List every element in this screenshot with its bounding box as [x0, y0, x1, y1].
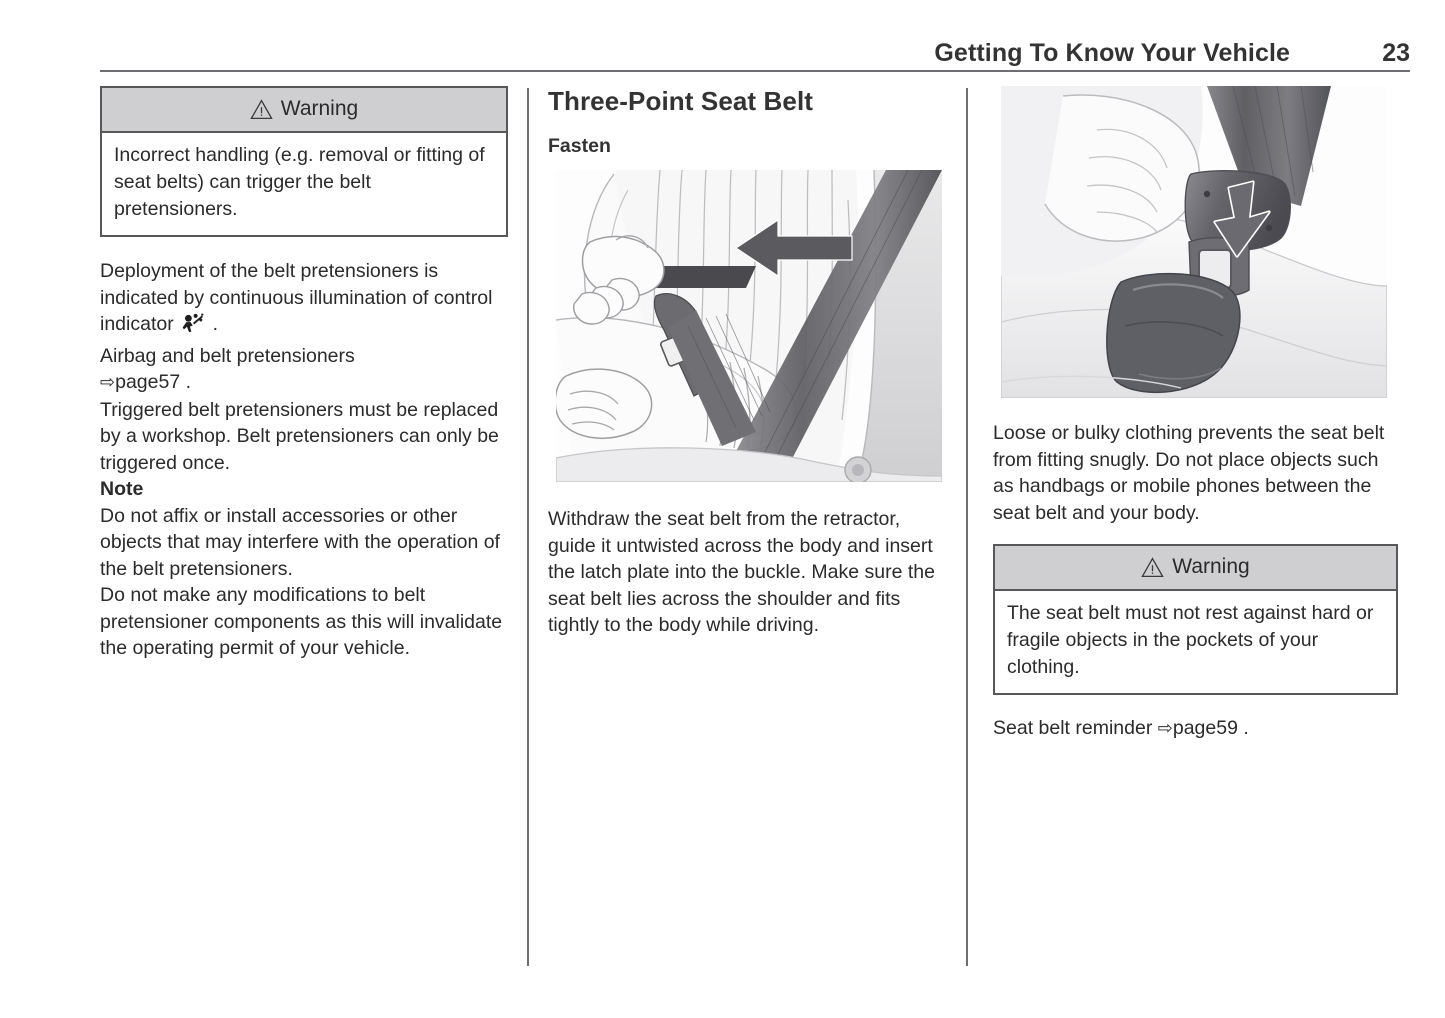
- cross-reference-page57-label: page57: [115, 371, 181, 393]
- right-column: [993, 86, 1398, 743]
- middle-column: [548, 86, 946, 639]
- left-column-body: [100, 258, 508, 662]
- cross-reference-arrow-icon-2: ⇨: [1157, 718, 1173, 739]
- warning-box-header-2: [995, 546, 1396, 591]
- warning-triangle-icon: [1141, 557, 1164, 578]
- airbag-pretensioners-label: Airbag and belt pretensioners: [100, 344, 355, 367]
- warning-triangle-icon: [250, 99, 273, 120]
- warning-box-body: [102, 133, 506, 235]
- cross-reference-page57-suffix: .: [185, 371, 192, 393]
- cross-reference-page59-suffix: .: [1243, 717, 1249, 739]
- page-header: [100, 36, 1410, 70]
- pretensioner-deployment-suffix: .: [212, 313, 218, 335]
- warning-heading-label-2: Warning: [1172, 555, 1250, 578]
- warning-box-seat-belt-objects: [993, 544, 1398, 695]
- warning-body-text: Incorrect handling (e.g. removal or fitting of seat belts) can trigger the belt pretensioners.: [114, 144, 485, 220]
- page-number: 23: [1382, 39, 1410, 67]
- warning-heading-label: Warning: [280, 97, 359, 120]
- cross-reference-page57[interactable]: [100, 369, 508, 397]
- right-column-body: [993, 420, 1398, 526]
- figure-insert-latch-plate: [1001, 86, 1387, 398]
- warning-box-body-2: [995, 591, 1396, 693]
- middle-column-body: [548, 506, 946, 639]
- note-paragraph-2: Do not make any modifications to belt pretensioner components as this will invalidate the operating permit of your vehicle.: [100, 584, 503, 659]
- withdraw-seat-belt-paragraph: Withdraw the seat belt from the retractor, guide it untwisted across the body and insert the latch plate into the buckle. Make sure the seat belt lies across the shoulder and fits tightly to the body while driving.: [548, 508, 935, 636]
- seat-belt-reminder-label: Seat belt reminder: [993, 717, 1153, 739]
- seat-belt-reminder-line[interactable]: [993, 715, 1398, 743]
- note-label: Note: [100, 478, 144, 500]
- cross-reference-page59-label: page59: [1172, 717, 1238, 739]
- warning-body-text-2: The seat belt must not rest against hard or fragile objects in the pockets of your clothing.: [1007, 602, 1374, 678]
- warning-box-header: [102, 88, 506, 133]
- column-divider-left: [527, 88, 529, 966]
- section-title-three-point-seat-belt: Three-Point Seat Belt: [548, 86, 814, 116]
- left-column: [100, 86, 508, 662]
- loose-clothing-paragraph: Loose or bulky clothing prevents the seat belt from fitting snugly. Do not place objects such as handbags or mobile phones between the seat belt and your body.: [993, 422, 1385, 524]
- note-paragraph-1: Do not affix or install accessories or other objects that may interfere with the operation of the belt pretensioners.: [100, 504, 500, 580]
- airbag-control-indicator-icon: [182, 313, 204, 341]
- subsection-title-fasten: Fasten: [548, 135, 611, 157]
- column-divider-right: [966, 88, 968, 966]
- cross-reference-arrow-icon: ⇨: [100, 372, 116, 393]
- seat-belt-reminder-paragraph: [993, 715, 1398, 743]
- pretensioner-deployment-text: Deployment of the belt pretensioners is indicated by continuous illumination of control indicator: [100, 260, 493, 335]
- header-rule: [100, 70, 1410, 72]
- figure-fasten-seat-belt: [556, 170, 942, 482]
- pretensioner-deployment-paragraph: [100, 258, 508, 341]
- triggered-pretensioners-paragraph: Triggered belt pretensioners must be replaced by a workshop. Belt pretensioners can only be triggered once.: [100, 398, 499, 474]
- page-title: Getting To Know Your Vehicle: [934, 39, 1290, 67]
- warning-box-pretensioners: [100, 86, 508, 237]
